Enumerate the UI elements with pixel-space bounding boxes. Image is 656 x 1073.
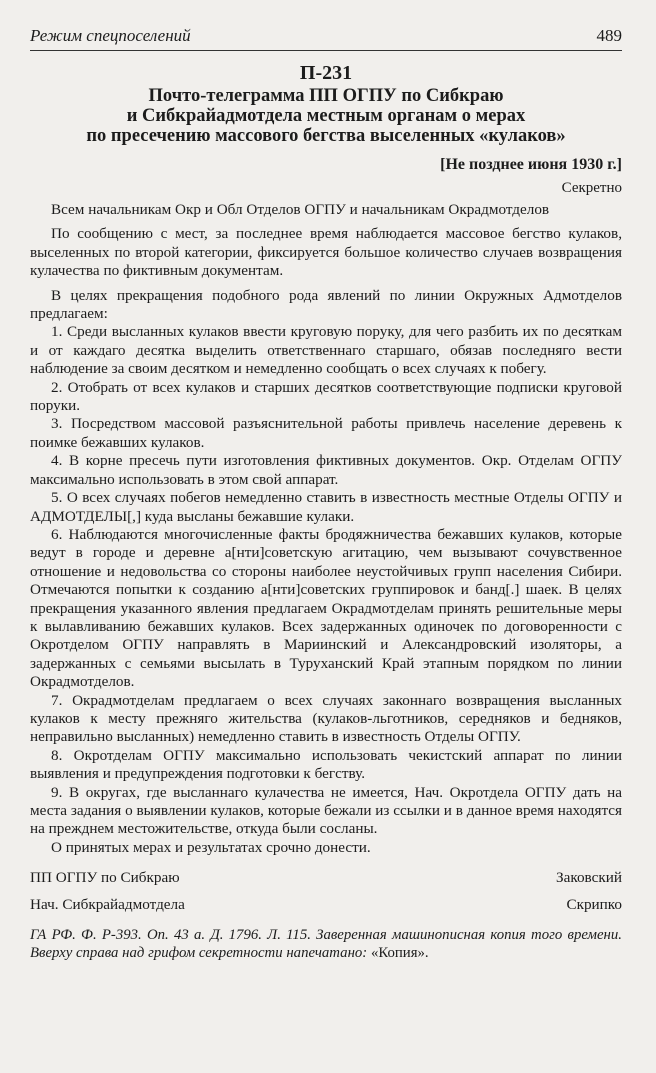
paragraph: 1. Среди высланных кулаков ввести круговую поруку, для чего разбить их по десяткам и от каждаго десятка выделить ответственнаго старшаго, обязав последняго вести наблюдение за своим десятком и немедленно сообщать о всех случаях к побегу.: [30, 323, 622, 378]
title-line: и Сибкрайадмотдела местным органам о мерах: [126, 106, 526, 126]
paragraph: 6. Наблюдаются многочисленные факты бродяжничества бежавших кулаков, которые ведут в городе и деревне а[нти]советскую агитацию, чем вызывают сочувственное отношение и недовольства со стороны наиболее неустойчивых групп населения Сибири. Отмечаются попытки к созданию а[нти]советских группировок и банд[.] шаек. В целях прекращения указанного явления предлагаем Окрадмотделам принять решительные меры к вылавливанию бежавших кулаков. Всех задержанных одиночек по договоренности с Окротделом ОГПУ направлять в Мариинский и Александровский изоляторы, а задержанных с семьями высылать в Туруханский Край этапным порядком по линии Окрадмотделов.: [30, 525, 622, 691]
paragraph: 5. О всех случаях побегов немедленно ставить в известность местные Отделы ОГПУ и АДМОТДЕЛЫ[,] куда высланы бежавшие кулаки.: [30, 489, 622, 525]
paragraph: 8. Окротделам ОГПУ максимально использовать чекистский аппарат по линии выявления и предупреждения подготовки к бегству.: [30, 746, 622, 783]
signature-position: Нач. Сибкрайадмотдела: [30, 896, 185, 914]
section-title: Режим спецпоселений: [30, 26, 191, 45]
source-note-quote: «Копия».: [370, 945, 429, 962]
running-header: [30, 26, 622, 51]
signature-name: Скрипко: [566, 896, 622, 914]
paragraph: 2. Отобрать от всех кулаков и старших десятков соответствующие подписки круговой поруки.: [30, 378, 622, 415]
source-note-text: ГА РФ. Ф. Р-393. Оп. 43 а. Д. 1796. Л. 115. Заверенная машинописная копия того времени. Вверху справа над грифом секретности напечатано:: [30, 927, 622, 962]
document-number: П-231: [299, 62, 353, 84]
paragraph: 9. В округах, где высланнаго кулачества не имеется, Нач. Окротдела ОГПУ дать на места задания о выявлении кулаков, которые бежали из ссылки и в данное время находятся на прежднем местожительстве, откуда были сосланы.: [30, 783, 622, 838]
archival-source-note: [30, 926, 622, 962]
signature-position: ПП ОГПУ по Сибкраю: [30, 869, 180, 887]
paragraph: О принятых мерах и результатах срочно донести.: [51, 838, 371, 856]
title-line: по пресечению массового бегства выселенных «кулаков»: [86, 126, 566, 146]
title-line: Почто-телеграмма ПП ОГПУ по Сибкраю: [148, 86, 504, 106]
document-text: [30, 201, 622, 857]
addressee: Всем начальникам Окр и Обл Отделов ОГПУ и начальникам Окрадмотделов: [51, 201, 550, 218]
paragraph: 4. В корне пресечь пути изготовления фиктивных документов. Окр. Отделам ОГПУ максимально использовать в этом свой аппарат.: [30, 452, 622, 488]
document-date: [Не позднее июня 1930 г.]: [440, 156, 622, 173]
signature-row: [30, 896, 622, 914]
paragraph: 3. Посредством массовой разъяснительной работы привлечь население деревень к поимке бежавших кулаков.: [30, 415, 622, 451]
document-title: [30, 86, 622, 146]
page-number: 489: [596, 26, 622, 45]
secrecy-stamp: Секретно: [561, 180, 622, 196]
paragraph: 7. Окрадмотделам предлагаем о всех случаях законнаго возвращения высланных кулаков к месту прежняго жительства (кулаков-льготников, середняков и бедняков, неправильно высланных) немедленно ставить в известность Отделы ОГПУ.: [30, 691, 622, 746]
paragraph: По сообщению с мест, за последнее время наблюдается массовое бегство кулаков, выселенных по второй категории, фиксируется большое количество случаев возвращения кулачества по фиктивным документам.: [30, 225, 622, 280]
signature-row: [30, 869, 622, 887]
paragraph: В целях прекращения подобного рода явлений по линии Окружных Адмотделов предлагаем:: [30, 286, 622, 323]
signature-name: Заковский: [555, 869, 622, 887]
document-body: [30, 62, 622, 962]
